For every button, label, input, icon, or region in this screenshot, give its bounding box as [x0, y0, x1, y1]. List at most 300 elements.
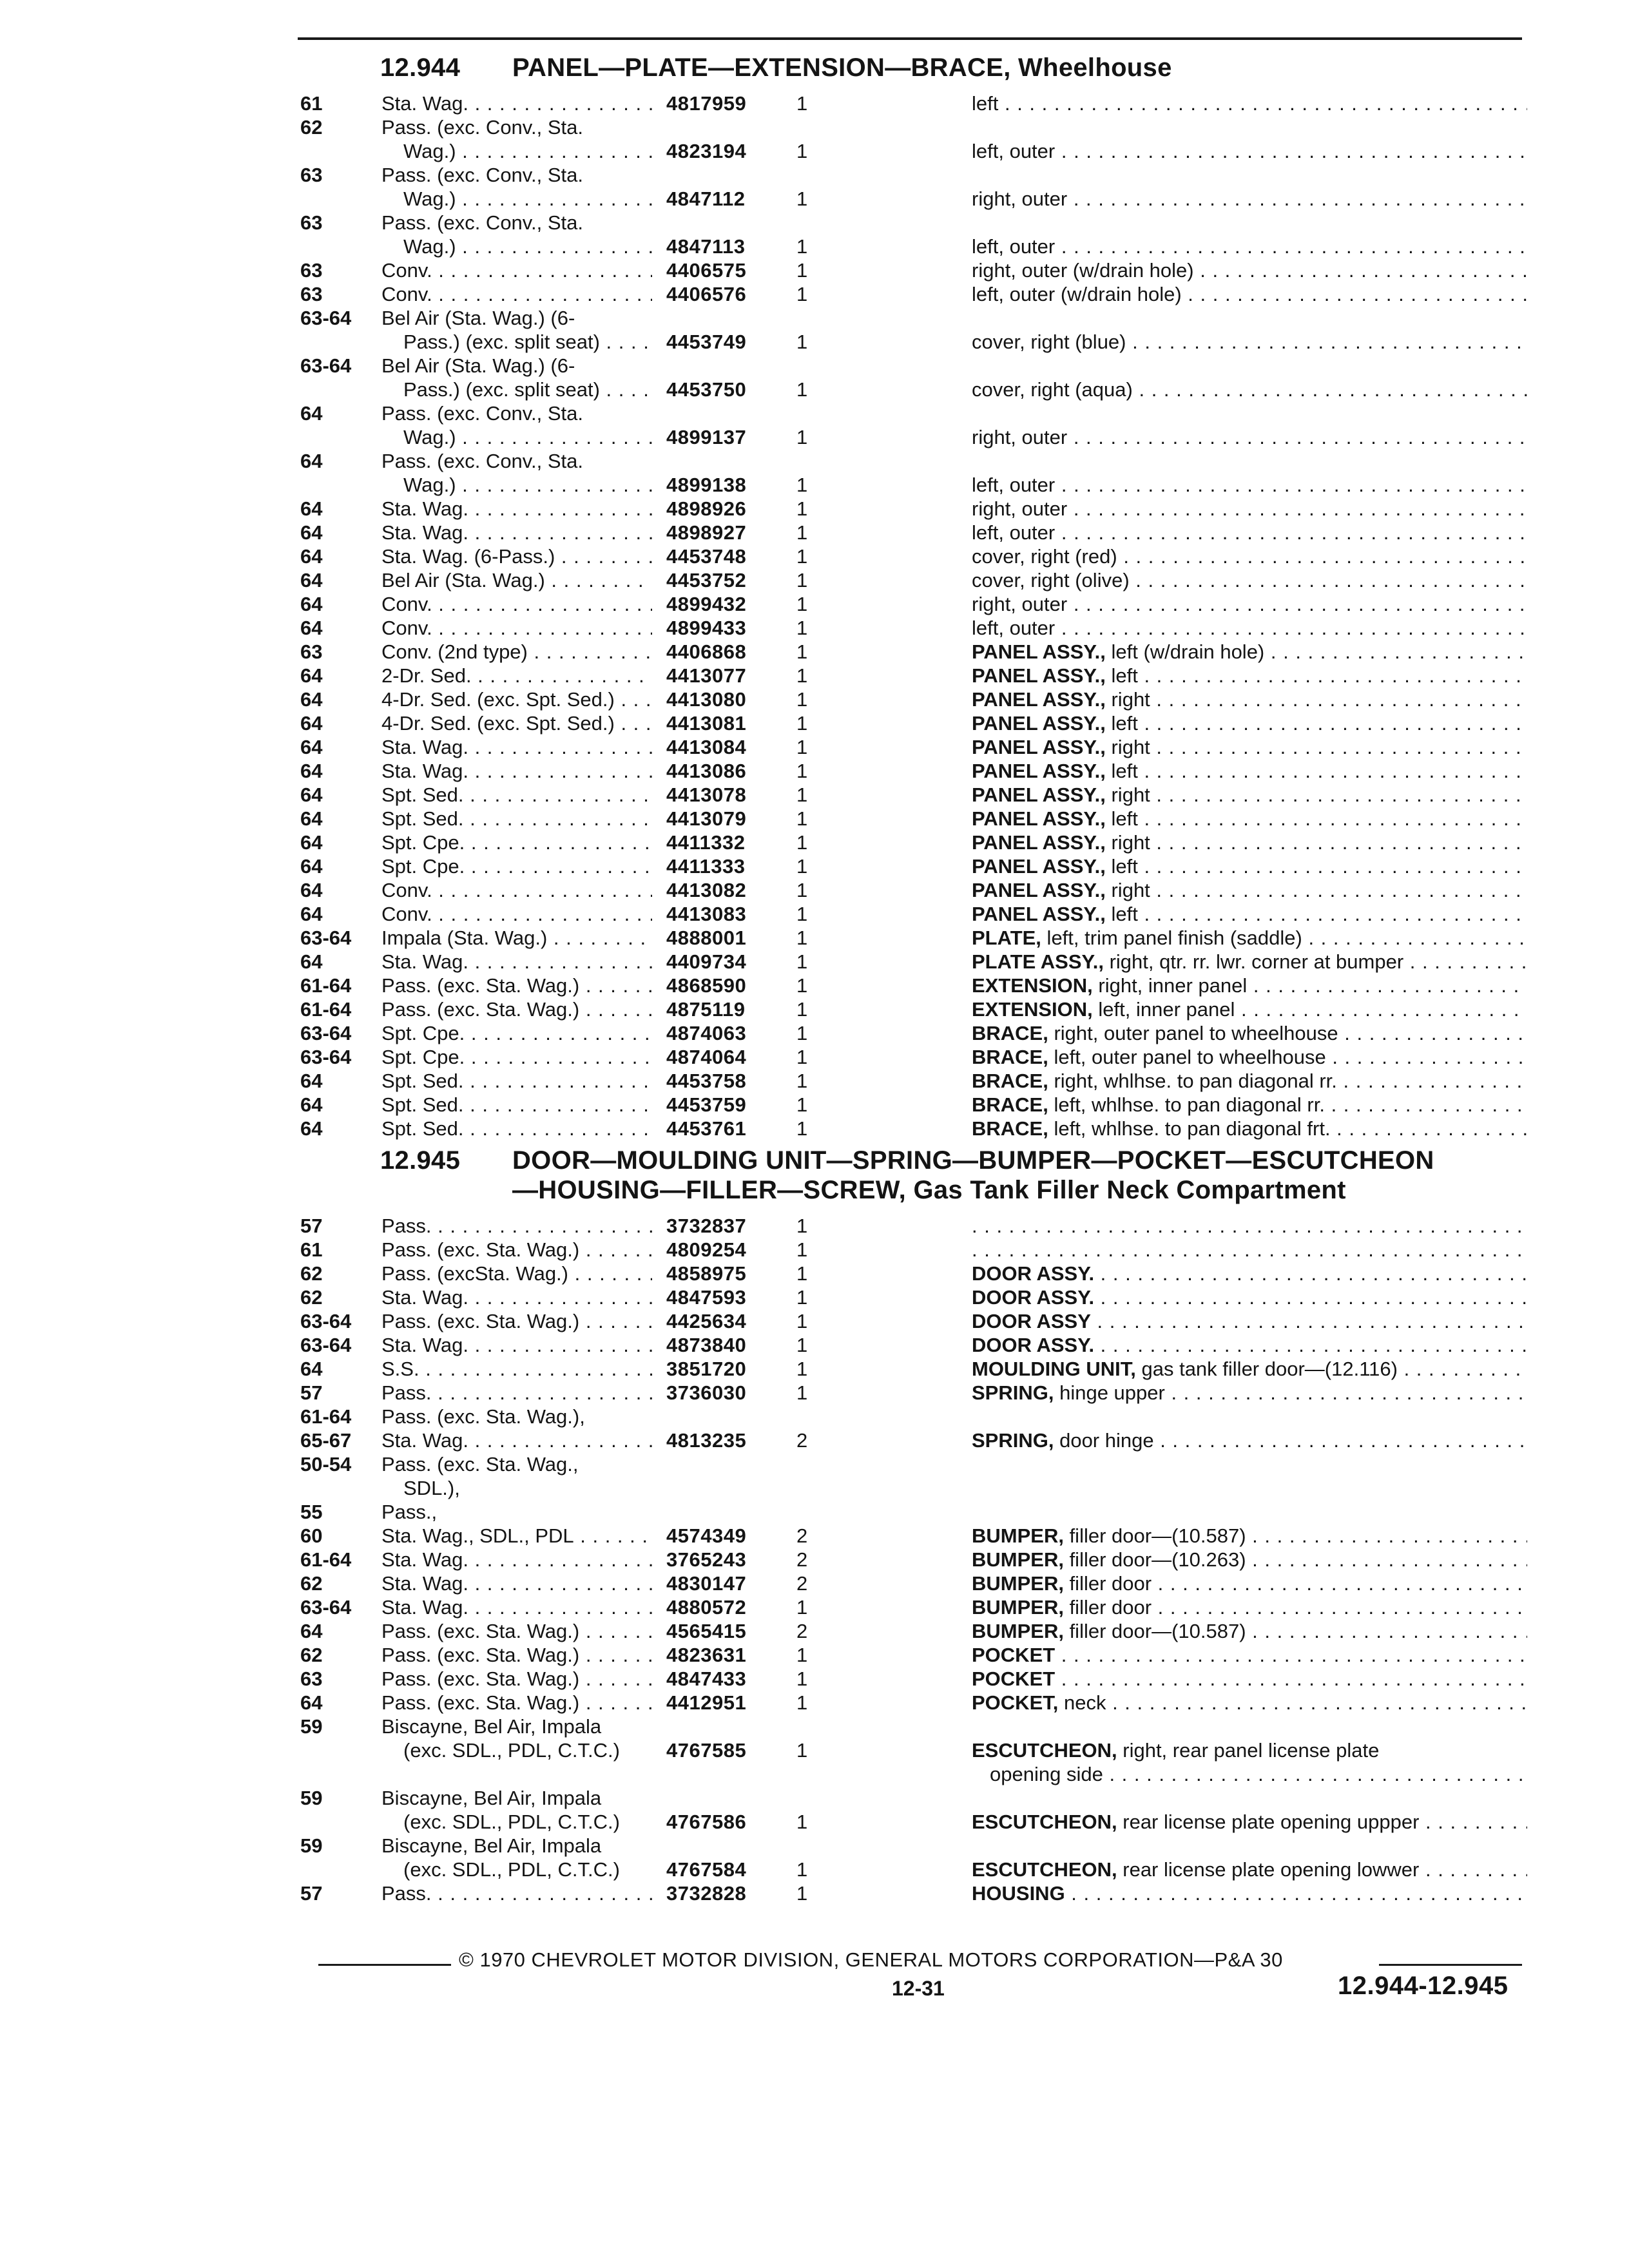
quantity-cell: 1 — [796, 903, 808, 925]
quantity-cell: 1 — [796, 927, 808, 949]
table-row — [0, 1643, 1629, 1667]
description-cell — [972, 1069, 1527, 1093]
year-cell: 64 — [300, 569, 323, 591]
model-cell: Spt. Sed. . . . — [381, 1117, 652, 1140]
part-number-cell: 4899138 — [666, 474, 747, 496]
table-row — [0, 1357, 1629, 1381]
part-number-cell: 4868590 — [666, 974, 747, 997]
model-cell: Pass. . . . — [381, 1881, 652, 1905]
quantity-cell: 1 — [796, 140, 808, 162]
table-row — [0, 1834, 1629, 1858]
quantity-cell: 1 — [796, 1310, 808, 1332]
table-row — [0, 950, 1629, 974]
model-cell: Spt. Cpe. . . . — [381, 854, 652, 878]
year-cell: 63 — [300, 283, 323, 305]
description-text: right, whlhse. to pan diagonal rr. — [1048, 1070, 1337, 1092]
description-text: left, outer — [972, 521, 1055, 544]
part-number-cell: 4406576 — [666, 283, 747, 305]
description-keyword: PANEL ASSY., — [972, 879, 1106, 901]
description-cell — [972, 1595, 1527, 1619]
table-row — [0, 1452, 1629, 1476]
table-row — [0, 1069, 1629, 1093]
description-keyword: EXTENSION, — [972, 998, 1093, 1021]
description-text: left — [1105, 760, 1138, 782]
part-number-cell: 4899137 — [666, 426, 747, 448]
part-number-cell: 4767584 — [666, 1858, 747, 1881]
table-row — [0, 997, 1629, 1021]
table-row — [0, 687, 1629, 711]
part-number-cell: 4899433 — [666, 617, 747, 639]
quantity-cell: 1 — [796, 593, 808, 615]
description-text: left, outer panel to wheelhouse — [1048, 1046, 1326, 1068]
model-cell: Bel Air (Sta. Wag.) (6- — [381, 307, 575, 329]
description-cell — [972, 258, 1527, 282]
table-row — [0, 330, 1629, 354]
model-cell: Spt. Sed. . . . — [381, 783, 652, 807]
year-cell: 62 — [300, 1262, 323, 1285]
description-cell — [972, 1858, 1527, 1881]
part-number-cell: 4453759 — [666, 1093, 747, 1116]
year-cell: 64 — [300, 497, 323, 520]
part-number-cell: 4809254 — [666, 1238, 747, 1261]
description-cell — [972, 1643, 1527, 1667]
quantity-cell: 1 — [796, 426, 808, 448]
model-cell: Pass. . . . — [381, 1214, 652, 1238]
part-number-cell: 4823194 — [666, 140, 747, 162]
section-number: 12.945 — [380, 1146, 461, 1175]
quantity-cell: 1 — [796, 1882, 808, 1905]
year-cell: 62 — [300, 1644, 323, 1666]
table-row — [0, 1214, 1629, 1238]
section-title-line-2: —HOUSING—FILLER—SCREW, Gas Tank Filler Neck Compartment — [512, 1176, 1346, 1204]
description-cell — [972, 974, 1527, 997]
model-cell: Pass. (exc. Conv., Sta. — [381, 164, 583, 186]
table-row — [0, 1786, 1629, 1810]
model-cell: Wag.) . . . — [403, 139, 652, 163]
model-cell: Pass. (exc. Sta. Wag.) . . . — [381, 1691, 652, 1715]
description-keyword: SPRING, — [972, 1381, 1054, 1404]
table-row — [0, 139, 1629, 163]
model-cell: Sta. Wag. . . . — [381, 1285, 652, 1309]
description-keyword: PANEL ASSY., — [972, 760, 1106, 782]
quantity-cell: 1 — [796, 235, 808, 258]
table-row — [0, 1476, 1629, 1500]
year-cell: 64 — [300, 879, 323, 901]
part-number-cell: 4453748 — [666, 545, 747, 568]
year-cell: 59 — [300, 1715, 323, 1738]
model-cell: Pass. (exc. Sta. Wag.) . . . — [381, 974, 652, 997]
year-cell: 63-64 — [300, 1334, 352, 1356]
part-number-cell: 4880572 — [666, 1596, 747, 1619]
model-cell: Bel Air (Sta. Wag.) . . . — [381, 568, 652, 592]
quantity-cell: 1 — [796, 760, 808, 782]
description-text: cover, right (aqua) — [972, 378, 1133, 401]
description-keyword: BUMPER, — [972, 1620, 1064, 1642]
year-cell: 63-64 — [300, 1310, 352, 1332]
table-row — [0, 1021, 1629, 1045]
description-cell — [972, 1619, 1527, 1643]
description-cell — [972, 1738, 1527, 1762]
description-cell — [972, 568, 1527, 592]
description-cell — [972, 997, 1527, 1021]
table-row — [0, 735, 1629, 759]
part-number-cell: 3765243 — [666, 1548, 747, 1571]
description-text: left — [1105, 664, 1138, 687]
description-keyword: BRACE, — [972, 1117, 1048, 1140]
year-cell: 64 — [300, 950, 323, 973]
part-number-cell: 3851720 — [666, 1358, 747, 1380]
part-number-cell: 4873840 — [666, 1334, 747, 1356]
quantity-cell: 1 — [796, 378, 808, 401]
model-cell: Sta. Wag. . . . — [381, 950, 652, 974]
section-title: DOOR—MOULDING UNIT—SPRING—BUMPER—POCKET—ESCUTCHEON — [512, 1146, 1434, 1175]
model-cell: Sta. Wag. . . . — [381, 1571, 652, 1595]
description-keyword: MOULDING UNIT, — [972, 1358, 1136, 1380]
model-cell: Spt. Cpe. . . . — [381, 831, 652, 854]
table-row — [0, 282, 1629, 306]
description-cell — [972, 592, 1527, 616]
table-row — [0, 1691, 1629, 1715]
model-cell: Conv. . . . — [381, 616, 652, 640]
description-text: left, inner panel — [1092, 998, 1235, 1021]
part-number-cell: 4847112 — [666, 187, 746, 210]
table-row — [0, 902, 1629, 926]
quantity-cell: 2 — [796, 1620, 808, 1642]
description-keyword: PANEL ASSY., — [972, 688, 1106, 711]
model-cell: Pass. (exc. Sta. Wag.) . . . — [381, 1643, 652, 1667]
quantity-cell: 1 — [796, 283, 808, 305]
quantity-cell: 2 — [796, 1572, 808, 1595]
year-cell: 57 — [300, 1882, 323, 1905]
description-keyword: PANEL ASSY., — [972, 903, 1106, 925]
section-range: 12.944-12.945 — [1338, 1972, 1509, 2000]
table-row — [0, 1619, 1629, 1643]
model-cell: 4-Dr. Sed. (exc. Spt. Sed.) . . . — [381, 687, 652, 711]
part-number-cell: 4453750 — [666, 378, 747, 401]
description-text: right, outer (w/drain hole) — [972, 259, 1194, 282]
quantity-cell: 2 — [796, 1524, 808, 1547]
quantity-cell: 1 — [796, 92, 808, 115]
description-cell — [972, 473, 1527, 497]
description-text: left, whlhse. to pan diagonal rr. — [1048, 1093, 1325, 1116]
table-row — [0, 807, 1629, 831]
year-cell: 61-64 — [300, 1548, 352, 1571]
quantity-cell: 1 — [796, 497, 808, 520]
description-cell — [972, 91, 1527, 115]
table-row — [0, 1858, 1629, 1881]
section-heading-12-945 — [380, 1146, 1434, 1205]
model-cell: Sta. Wag. . . . — [381, 1548, 652, 1571]
quantity-cell: 1 — [796, 783, 808, 806]
table-row — [0, 544, 1629, 568]
quantity-cell: 1 — [796, 807, 808, 830]
description-keyword: PANEL ASSY., — [972, 736, 1106, 758]
year-cell: 63-64 — [300, 1046, 352, 1068]
quantity-cell: 1 — [796, 688, 808, 711]
part-number-cell: 4425634 — [666, 1310, 747, 1332]
year-cell: 63-64 — [300, 307, 352, 329]
table-row — [0, 759, 1629, 783]
quantity-cell: 1 — [796, 331, 808, 353]
quantity-cell: 1 — [796, 1022, 808, 1044]
table-row — [0, 1500, 1629, 1524]
model-cell: Impala (Sta. Wag.) . . . — [381, 926, 652, 950]
table-row — [0, 521, 1629, 544]
table-row — [0, 163, 1629, 187]
table-row — [0, 640, 1629, 664]
footer-rule-left — [318, 1964, 451, 1966]
table-row — [0, 1285, 1629, 1309]
model-cell: Pass. (exc. Sta. Wag.) . . . — [381, 1238, 652, 1262]
part-number-cell: 4453749 — [666, 331, 747, 353]
description-cell — [972, 1548, 1527, 1571]
part-number-cell: 4411333 — [666, 855, 746, 878]
description-keyword: BRACE, — [972, 1046, 1048, 1068]
model-cell: Sta. Wag. . . . — [381, 497, 652, 521]
part-number-cell: 4413086 — [666, 760, 747, 782]
part-number-cell: 4406575 — [666, 259, 747, 282]
description-continued: opening side . . . — [990, 1762, 1527, 1786]
model-cell: Pass. . . . — [381, 1381, 652, 1405]
year-cell: 64 — [300, 855, 323, 878]
model-cell: Sta. Wag. . . . — [381, 1428, 652, 1452]
description-cell — [972, 187, 1527, 211]
quantity-cell: 1 — [796, 950, 808, 973]
description-cell — [972, 1691, 1527, 1715]
part-number-cell: 4413084 — [666, 736, 747, 758]
model-cell: Spt. Cpe. . . . — [381, 1045, 652, 1069]
model-cell: Pass. (exc. Sta. Wag.) . . . — [381, 997, 652, 1021]
description-keyword: BRACE, — [972, 1022, 1048, 1044]
part-number-cell: 4875119 — [666, 998, 746, 1021]
description-text: door hinge — [1054, 1429, 1154, 1452]
description-cell — [972, 783, 1527, 807]
description-text: filler door — [1063, 1596, 1152, 1619]
quantity-cell: 1 — [796, 664, 808, 687]
table-row — [0, 1667, 1629, 1691]
section-number: 12.944 — [380, 53, 461, 82]
model-cell: Pass. (exc. Sta. Wag., — [381, 1453, 579, 1475]
quantity-cell: 1 — [796, 1093, 808, 1116]
year-cell: 64 — [300, 1117, 323, 1140]
table-row — [0, 1045, 1629, 1069]
model-cell: Conv. . . . — [381, 902, 652, 926]
year-cell: 65-67 — [300, 1429, 352, 1452]
quantity-cell: 1 — [796, 640, 808, 663]
description-keyword: ESCUTCHEON, — [972, 1858, 1117, 1881]
year-cell: 63-64 — [300, 1596, 352, 1619]
part-number-cell: 4574349 — [666, 1524, 747, 1547]
section-heading-12-944 — [380, 53, 1172, 82]
model-cell: Sta. Wag. . . . — [381, 1595, 652, 1619]
description-cell — [972, 544, 1527, 568]
year-cell: 62 — [300, 1572, 323, 1595]
year-cell: 62 — [300, 1286, 323, 1309]
table-row — [0, 926, 1629, 950]
model-cell: Conv. . . . — [381, 258, 652, 282]
description-text: left — [1105, 712, 1138, 735]
year-cell: 64 — [300, 450, 323, 472]
part-number-cell: 4767586 — [666, 1811, 747, 1833]
model-cell: Pass. (exc. Conv., Sta. — [381, 402, 583, 425]
description-cell — [972, 1667, 1527, 1691]
year-cell: 64 — [300, 521, 323, 544]
description-cell — [972, 497, 1527, 521]
description-keyword: HOUSING — [972, 1882, 1065, 1905]
page-number: 12-31 — [892, 1977, 945, 2000]
part-number-cell: 4813235 — [666, 1429, 747, 1452]
model-cell: Sta. Wag. . . . — [381, 759, 652, 783]
table-row — [0, 1810, 1629, 1834]
year-cell: 63 — [300, 164, 323, 186]
model-cell: Biscayne, Bel Air, Impala — [381, 1787, 602, 1809]
part-number-cell: 4412951 — [666, 1691, 747, 1714]
part-number-cell: 4898926 — [666, 497, 747, 520]
model-cell: Spt. Sed. . . . — [381, 807, 652, 831]
description-keyword: BRACE, — [972, 1093, 1048, 1116]
description-cell — [972, 1309, 1527, 1333]
table-row — [0, 616, 1629, 640]
year-cell: 59 — [300, 1787, 323, 1809]
quantity-cell: 1 — [796, 712, 808, 735]
description-cell — [972, 1262, 1527, 1285]
description-cell — [972, 1357, 1527, 1381]
description-keyword: PANEL ASSY., — [972, 807, 1106, 830]
description-cell — [972, 282, 1527, 306]
description-text: left (w/drain hole) — [1105, 640, 1265, 663]
model-cell: (exc. SDL., PDL, C.T.C.) — [403, 1858, 620, 1881]
part-number-cell: 4413079 — [666, 807, 747, 830]
description-text: filler door—(10.587) — [1063, 1524, 1246, 1547]
quantity-cell: 1 — [796, 1215, 808, 1237]
description-text: cover, right (red) — [972, 545, 1117, 568]
model-cell: Wag.) . . . — [403, 187, 652, 211]
year-cell: 63 — [300, 640, 323, 663]
description-text: neck — [1058, 1691, 1106, 1714]
table-row — [0, 1428, 1629, 1452]
table-row — [0, 1595, 1629, 1619]
table-row — [0, 1262, 1629, 1285]
part-number-cell: 4767585 — [666, 1739, 747, 1762]
table-row — [0, 1405, 1629, 1428]
description-cell — [972, 807, 1527, 831]
table-row — [0, 473, 1629, 497]
year-cell: 64 — [300, 903, 323, 925]
description-keyword: ESCUTCHEON, — [972, 1739, 1117, 1762]
year-cell: 64 — [300, 545, 323, 568]
model-cell: Wag.) . . . — [403, 425, 652, 449]
description-text: right — [1105, 688, 1150, 711]
footer-rule-right — [1379, 1964, 1522, 1966]
table-row — [0, 211, 1629, 235]
description-text: left — [1105, 807, 1138, 830]
table-row — [0, 115, 1629, 139]
quantity-cell: 1 — [796, 259, 808, 282]
description-text: left, trim panel finish (saddle) — [1041, 927, 1302, 949]
part-number-cell: 4413083 — [666, 903, 747, 925]
section-title: PANEL—PLATE—EXTENSION—BRACE, Wheelhouse — [512, 53, 1172, 82]
description-keyword: SPRING, — [972, 1429, 1054, 1452]
table-row — [0, 1309, 1629, 1333]
description-text: rear license plate opening uppper — [1117, 1811, 1420, 1833]
year-cell: 57 — [300, 1381, 323, 1404]
description-cell — [972, 330, 1527, 354]
part-number-cell: 4874063 — [666, 1022, 747, 1044]
table-row — [0, 831, 1629, 854]
table-row — [0, 1881, 1629, 1905]
quantity-cell: 1 — [796, 879, 808, 901]
description-keyword: POCKET — [972, 1667, 1055, 1690]
description-cell — [972, 1045, 1527, 1069]
model-cell: Pass., — [381, 1501, 438, 1523]
table-row — [0, 878, 1629, 902]
model-cell: Sta. Wag. (6-Pass.) . . . — [381, 544, 652, 568]
description-text: left, outer — [972, 617, 1055, 639]
model-cell: Pass.) (exc. split seat) . . . — [403, 378, 652, 401]
part-number-cell: 4453761 — [666, 1117, 747, 1140]
description-text: cover, right (blue) — [972, 331, 1126, 353]
description-cell — [972, 1333, 1527, 1357]
part-number-cell: 4817959 — [666, 92, 747, 115]
year-cell: 62 — [300, 116, 323, 139]
description-cell — [972, 687, 1527, 711]
model-cell: Conv. . . . — [381, 878, 652, 902]
description-keyword: PANEL ASSY., — [972, 712, 1106, 735]
part-number-cell: 4413082 — [666, 879, 747, 901]
quantity-cell: 1 — [796, 1262, 808, 1285]
quantity-cell: 1 — [796, 855, 808, 878]
description-text: left — [1105, 903, 1138, 925]
year-cell: 64 — [300, 1620, 323, 1642]
model-cell: Conv. . . . — [381, 592, 652, 616]
part-number-cell: 4413078 — [666, 783, 747, 806]
year-cell: 64 — [300, 807, 323, 830]
quantity-cell: 1 — [796, 1334, 808, 1356]
table-row — [0, 854, 1629, 878]
model-cell: Bel Air (Sta. Wag.) (6- — [381, 354, 575, 377]
table-row — [0, 1524, 1629, 1548]
quantity-cell: 1 — [796, 1596, 808, 1619]
description-keyword: POCKET — [972, 1644, 1055, 1666]
model-cell: Pass. (exc. Conv., Sta. — [381, 450, 583, 472]
description-cell — [972, 664, 1527, 687]
model-cell: S.S. . . . — [381, 1357, 652, 1381]
description-text: right — [1105, 879, 1150, 901]
quantity-cell: 1 — [796, 187, 808, 210]
table-row — [0, 378, 1629, 401]
part-number-cell: 4847433 — [666, 1667, 747, 1690]
part-number-cell: 4413081 — [666, 712, 747, 735]
model-cell: Conv. (2nd type) . . . — [381, 640, 652, 664]
year-cell: 61-64 — [300, 1405, 352, 1428]
description-cell — [972, 878, 1527, 902]
year-cell: 60 — [300, 1524, 323, 1547]
model-cell: Pass. (exc. Sta. Wag.), — [381, 1405, 585, 1428]
part-number-cell: 4858975 — [666, 1262, 747, 1285]
year-cell: 64 — [300, 617, 323, 639]
description-keyword: BRACE, — [972, 1070, 1048, 1092]
description-cell — [972, 759, 1527, 783]
table-row — [0, 568, 1629, 592]
year-cell: 63-64 — [300, 927, 352, 949]
quantity-cell: 1 — [796, 1691, 808, 1714]
table-row — [0, 1093, 1629, 1117]
description-keyword: BUMPER, — [972, 1548, 1064, 1571]
quantity-cell: 1 — [796, 1667, 808, 1690]
quantity-cell: 1 — [796, 1358, 808, 1380]
quantity-cell: 1 — [796, 831, 808, 854]
part-number-cell: 4409734 — [666, 950, 747, 973]
